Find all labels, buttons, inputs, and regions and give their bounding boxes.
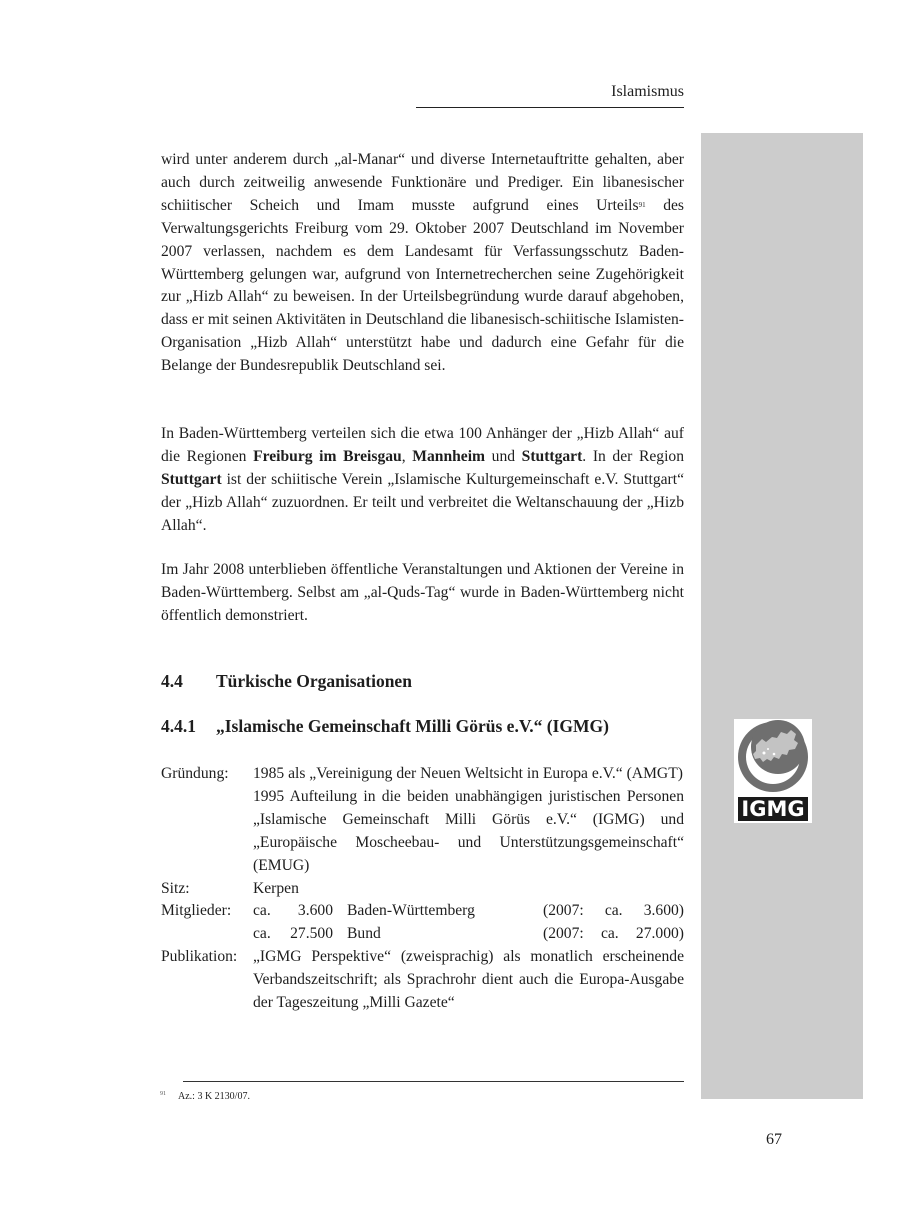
running-header <box>416 83 684 108</box>
organization-info <box>161 763 684 1015</box>
sitz-label: Sitz: <box>161 879 190 897</box>
gruendung-label: Gründung: <box>161 765 229 782</box>
footnote <box>160 1091 250 1102</box>
subsection-number: 4.4.1 <box>161 716 196 736</box>
mitglieder-row <box>253 923 684 946</box>
previous-year <box>543 900 684 923</box>
mitglieder-label: Mitglieder: <box>161 902 232 920</box>
page-number: 67 <box>766 1131 782 1148</box>
publikation-value: „IGMG Perspektive“ (zweisprachig) als monatlich erscheinende Verbandszeitschrift; als Sprachrohr dient auch die Europa-Ausgabe der Tageszeitung „Milli Gazete“ <box>253 948 684 1012</box>
gruendung-1995: 1995 Aufteilung in die beiden unabhängigen juristischen Personen „Islamische Gemeinschaft Milli Görüs e.V.“ (IGMG) und „Europäische Moscheebau- und Unterstützungsgemeinschaft“ (EMUG) <box>253 787 684 874</box>
region-stuttgart-2: Stuttgart <box>161 470 222 488</box>
paragraph-1 <box>161 149 684 378</box>
paragraph-2-text: In Baden-Württemberg verteilen sich die etwa 100 Anhänger der „Hizb Allah“ auf die Regionen <box>161 425 684 465</box>
prev-year-label: (2007: <box>543 925 584 943</box>
region-freiburg: Freiburg im Breisgau <box>253 447 402 465</box>
region-mannheim: Mannheim <box>412 447 486 465</box>
publikation-label: Publikation: <box>161 948 238 966</box>
section-title: Türkische Organisationen <box>216 671 412 691</box>
mitglieder-row <box>253 900 684 923</box>
section-heading <box>161 671 412 692</box>
info-row-sitz <box>161 878 684 901</box>
footnote-ref[interactable]: 91 <box>638 200 646 209</box>
subsection-title: „Islamische Gemeinschaft Milli Görüs e.V.“ (IGMG) <box>216 716 609 736</box>
paragraph-1-text: wird unter anderem durch „al-Manar“ und diverse Internetauftritte gehalten, aber auch durch zeitweilig anwesende Funktionäre und Prediger. Ein libanesischer schiitischer Scheich und Imam musste aufgrund eines Urteils <box>161 151 684 214</box>
subsection-heading <box>161 716 609 737</box>
previous-year <box>543 923 684 946</box>
footnote-number: 91 <box>160 1091 166 1097</box>
comma: , <box>401 447 413 465</box>
member-count: 27.500 <box>290 925 333 943</box>
paragraph-2-text-b: . In der Region <box>582 447 684 465</box>
logo-text: IGMG <box>741 797 805 821</box>
sidebar-gray-margin <box>701 133 863 1099</box>
paragraph-1-text-cont: des Verwaltungsgerichts Freiburg vom 29. Oktober 2007 Deutschland im November 2007 verlassen, nachdem es dem Landesamt für Verfassungsschutz Baden-Württemberg gelungen war, aufgrund von Internetrecherchen seine Zugehörigkeit zur „Hizb Allah“ zu beweisen. In der Urteilsbegründung wurde darauf abgehoben, dass er mit seinen Aktivitäten in Deutschland die libanesisch-schiitische Islamisten-Organisation „Hizb Allah“ unterstützt habe und dadurch eine Gefahr für die Belange der Bundesrepublik Deutschland sei. <box>161 196 685 375</box>
footnote-text: Az.: 3 K 2130/07. <box>178 1091 250 1102</box>
prev-value: 3.600) <box>643 902 684 920</box>
info-row-mitglieder <box>161 900 684 946</box>
info-row-publikation <box>161 946 684 1015</box>
footnote-divider <box>183 1081 684 1082</box>
gruendung-value <box>253 763 684 878</box>
ca-label: ca. <box>253 902 271 920</box>
igmg-logo-icon <box>734 719 812 823</box>
sitz-value: Kerpen <box>253 879 299 897</box>
paragraph-3: Im Jahr 2008 unterblieben öffentliche Veranstaltungen und Aktionen der Vereine in Baden-Württemberg. Selbst am „al-Quds-Tag“ wurde in Baden-Württemberg nicht öffentlich demonstriert. <box>161 561 684 624</box>
region-stuttgart: Stuttgart <box>521 447 583 465</box>
prev-value: 27.000) <box>635 925 684 943</box>
member-region: Baden-Württemberg <box>347 902 475 920</box>
member-count: 3.600 <box>297 902 333 920</box>
mitglieder-value <box>253 900 684 946</box>
conjunction: und <box>485 447 522 465</box>
paragraph-2-text-c: ist der schiitische Verein „Islamische Kulturgemeinschaft e.V. Stuttgart“ der „Hizb Allah“ zuzuordnen. Er teilt und verbreitet die Weltanschauung der „Hizb Allah“. <box>161 470 684 534</box>
info-row-gruendung <box>161 763 684 878</box>
ca-label: ca. <box>253 925 271 943</box>
running-title: Islamismus <box>611 83 684 100</box>
prev-year-label: (2007: <box>543 902 584 920</box>
prev-ca-label: ca. <box>600 925 619 943</box>
member-region: Bund <box>347 925 381 943</box>
prev-ca-label: ca. <box>604 902 623 920</box>
paragraph-2 <box>161 423 684 538</box>
section-number: 4.4 <box>161 671 183 691</box>
gruendung-1985: 1985 als „Vereinigung der Neuen Weltsicht in Europa e.V.“ (AMGT) <box>253 765 683 782</box>
